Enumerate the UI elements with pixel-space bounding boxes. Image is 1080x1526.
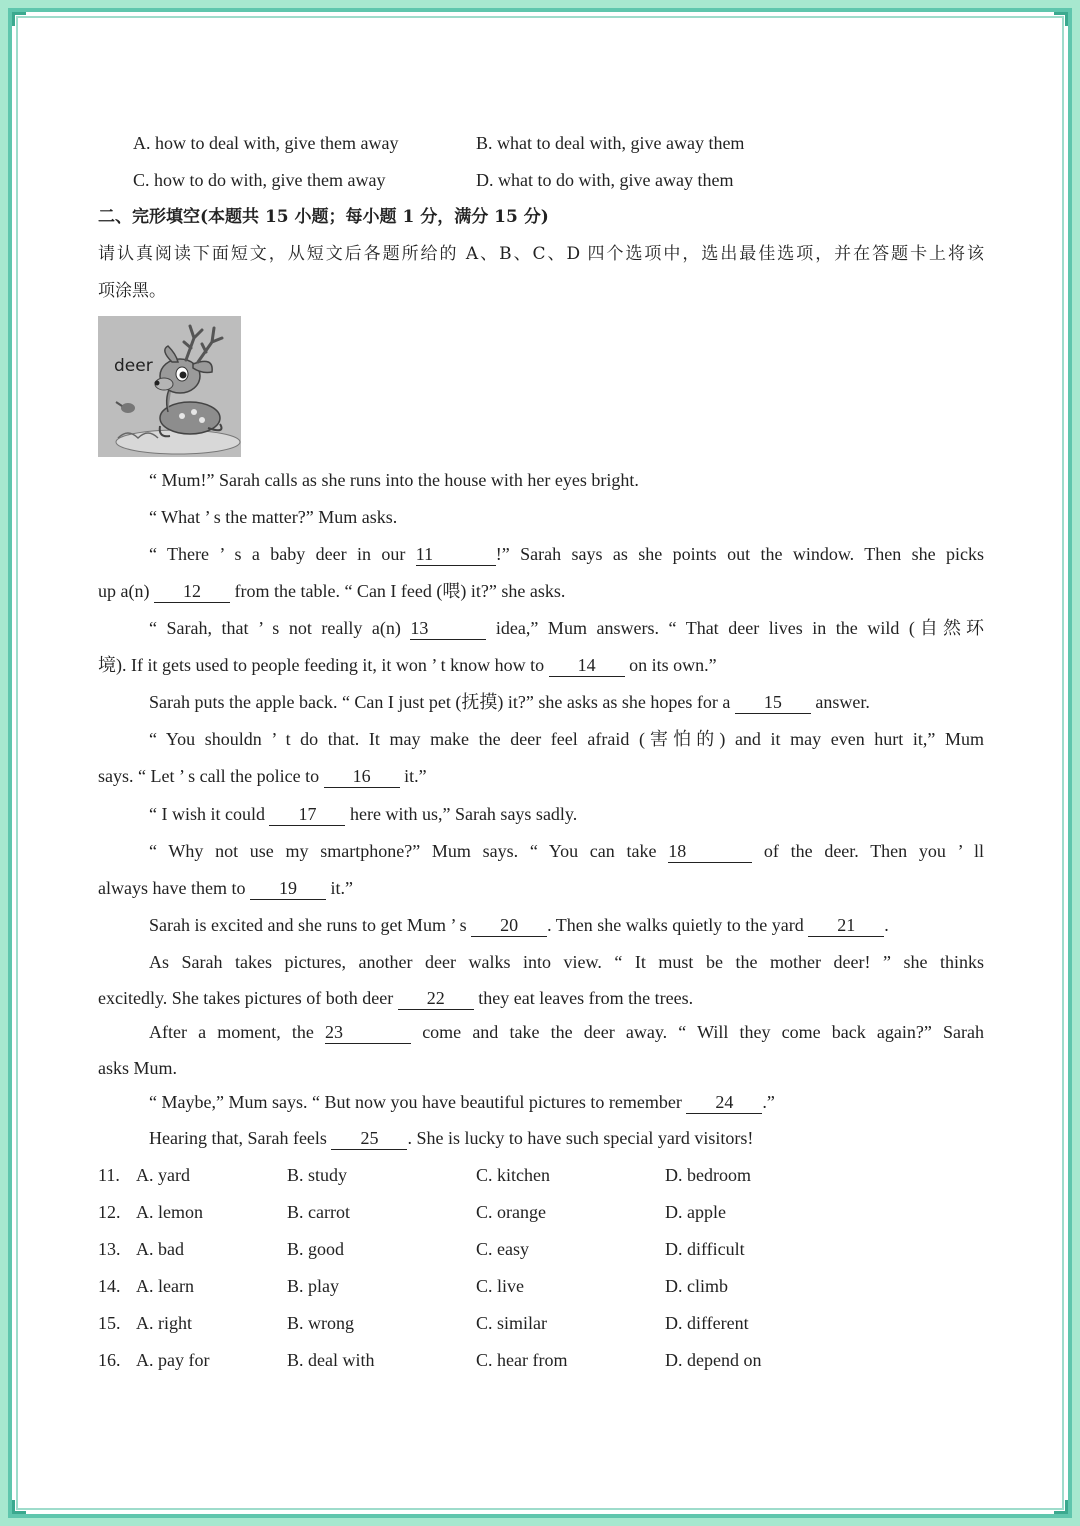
blank-21: 21 (808, 914, 884, 937)
text-run: idea,” Mum answers. “ That deer lives in the wild (自然环 (486, 618, 984, 638)
text-run: it.” (399, 766, 427, 786)
blank-14: 14 (549, 654, 625, 677)
blank-11: 11 (416, 543, 496, 566)
option-c: C. hear from (476, 1350, 568, 1370)
text-run: from the table. “ Can I feed (喂) it?” she asks. (229, 581, 566, 601)
prev-option-b: B. what to deal with, give away them (476, 133, 745, 153)
option-b: B. good (287, 1239, 345, 1259)
blank-18: 18 (668, 840, 752, 863)
option-d: D. difficult (665, 1239, 745, 1259)
text-run: they eat leaves from the trees. (473, 988, 694, 1008)
passage-p3-line1 (98, 536, 984, 573)
blank-23: 23 (325, 1021, 411, 1044)
blank-12: 12 (154, 580, 230, 603)
blank-25: 25 (331, 1127, 407, 1150)
section-title: 二、完形填空(本题共 15 小题；每小题 1 分，满分 15 分) (98, 207, 549, 227)
text-run: 境). If it gets used to people feeding it, it won ’ t know how to (98, 655, 549, 675)
passage-p2: “ What ’ s the matter?” Mum asks. (149, 507, 398, 527)
prev-option-c: C. how to do with, give them away (133, 170, 386, 190)
blank-17: 17 (269, 803, 345, 826)
blank-24: 24 (686, 1091, 762, 1114)
text-run: answer. (810, 692, 870, 712)
question-number: 16. (98, 1350, 121, 1370)
option-c: C. orange (476, 1202, 546, 1222)
question-number: 13. (98, 1239, 121, 1259)
option-b: B. play (287, 1276, 339, 1296)
passage-p8-line2 (98, 870, 984, 907)
text-run: “ Why not use my smartphone?” Mum says. “ You can take (149, 841, 669, 861)
text-run: come and take the deer away. “ Will they come back again?” Sarah (411, 1022, 985, 1042)
option-b: B. study (287, 1165, 348, 1185)
deer-illustration (98, 316, 241, 457)
blank-19: 19 (250, 877, 326, 900)
blank-22: 22 (398, 987, 474, 1010)
instruction-line-1: 请认真阅读下面短文，从短文后各题所给的 A、B、C、D 四个选项中，选出最佳选项，并在答题卡上将该 (98, 244, 984, 264)
text-run: After a moment, the (149, 1022, 326, 1042)
option-c: C. easy (476, 1239, 529, 1259)
passage-p13 (98, 1120, 984, 1157)
passage-p6-line2 (98, 758, 984, 795)
text-run: “ There ’ s a baby deer in our (149, 544, 416, 564)
text-run: always have them to (98, 878, 250, 898)
prev-option-d: D. what to do with, give away them (476, 170, 734, 190)
blank-16: 16 (324, 765, 400, 788)
question-number: 14. (98, 1276, 121, 1296)
passage-p9 (98, 907, 984, 944)
passage-p7 (98, 796, 984, 833)
text-run: .” (762, 1092, 775, 1112)
question-number: 12. (98, 1202, 121, 1222)
passage-p6-line1: “ You shouldn ’ t do that. It may make the deer feel afraid (害怕的) and it may even hurt it,” Mum (149, 729, 984, 749)
text-run: excitedly. She takes pictures of both deer (98, 988, 398, 1008)
option-b: B. wrong (287, 1313, 354, 1333)
passage-p1: “ Mum!” Sarah calls as she runs into the house with her eyes bright. (149, 470, 639, 490)
option-d: D. bedroom (665, 1165, 751, 1185)
option-a: A. learn (136, 1276, 194, 1296)
blank-15: 15 (735, 691, 811, 714)
text-run: on its own.” (624, 655, 717, 675)
passage-p4-line1 (98, 610, 984, 647)
text-run: Hearing that, Sarah feels (149, 1128, 332, 1148)
option-d: D. climb (665, 1276, 728, 1296)
passage-p10-line2 (98, 980, 984, 1017)
option-a: A. right (136, 1313, 192, 1333)
text-run: says. “ Let ’ s call the police to (98, 766, 324, 786)
option-c: C. kitchen (476, 1165, 550, 1185)
text-run: . Then she walks quietly to the yard (547, 915, 809, 935)
blank-20: 20 (471, 914, 547, 937)
prev-option-a: A. how to deal with, give them away (133, 133, 399, 153)
passage-p3-line2 (98, 573, 984, 610)
text-run: . She is lucky to have such special yard visitors! (407, 1128, 754, 1148)
passage-p12 (98, 1084, 984, 1121)
option-a: A. lemon (136, 1202, 203, 1222)
passage-p11-line2: asks Mum. (98, 1058, 178, 1078)
deer-drawing (98, 316, 241, 457)
text-run: “ I wish it could (149, 804, 270, 824)
text-run: here with us,” Sarah says sadly. (345, 804, 578, 824)
text-run: !” Sarah says as she points out the window. Then she picks (495, 544, 984, 564)
option-d: D. depend on (665, 1350, 762, 1370)
text-run: Sarah is excited and she runs to get Mum ’ s (149, 915, 472, 935)
question-number: 15. (98, 1313, 121, 1333)
passage-p4-line2 (98, 647, 984, 684)
text-run: . (884, 915, 889, 935)
text-run: up a(n) (98, 581, 154, 601)
question-number: 11. (98, 1165, 120, 1185)
option-a: A. pay for (136, 1350, 210, 1370)
text-run: it.” (325, 878, 353, 898)
passage-p8-line1 (98, 833, 984, 870)
option-d: D. apple (665, 1202, 726, 1222)
passage-p11-line1 (98, 1014, 984, 1051)
option-c: C. live (476, 1276, 524, 1296)
text-run: Sarah puts the apple back. “ Can I just pet (抚摸) it?” she asks as she hopes for a (149, 692, 735, 712)
instruction-line-2: 项涂黑。 (98, 281, 166, 301)
option-b: B. deal with (287, 1350, 375, 1370)
option-a: A. yard (136, 1165, 190, 1185)
passage-p5 (98, 684, 984, 721)
text-run: “ Maybe,” Mum says. “ But now you have beautiful pictures to remember (149, 1092, 687, 1112)
blank-13: 13 (410, 617, 486, 640)
option-d: D. different (665, 1313, 749, 1333)
passage-p10-line1: As Sarah takes pictures, another deer walks into view. “ It must be the mother deer! ” she thinks (149, 952, 984, 972)
option-b: B. carrot (287, 1202, 350, 1222)
text-run: of the deer. Then you ’ ll (752, 841, 984, 861)
option-c: C. similar (476, 1313, 547, 1333)
text-run: “ Sarah, that ’ s not really a(n) (149, 618, 411, 638)
option-a: A. bad (136, 1239, 184, 1259)
deer-label: deer (114, 356, 153, 376)
